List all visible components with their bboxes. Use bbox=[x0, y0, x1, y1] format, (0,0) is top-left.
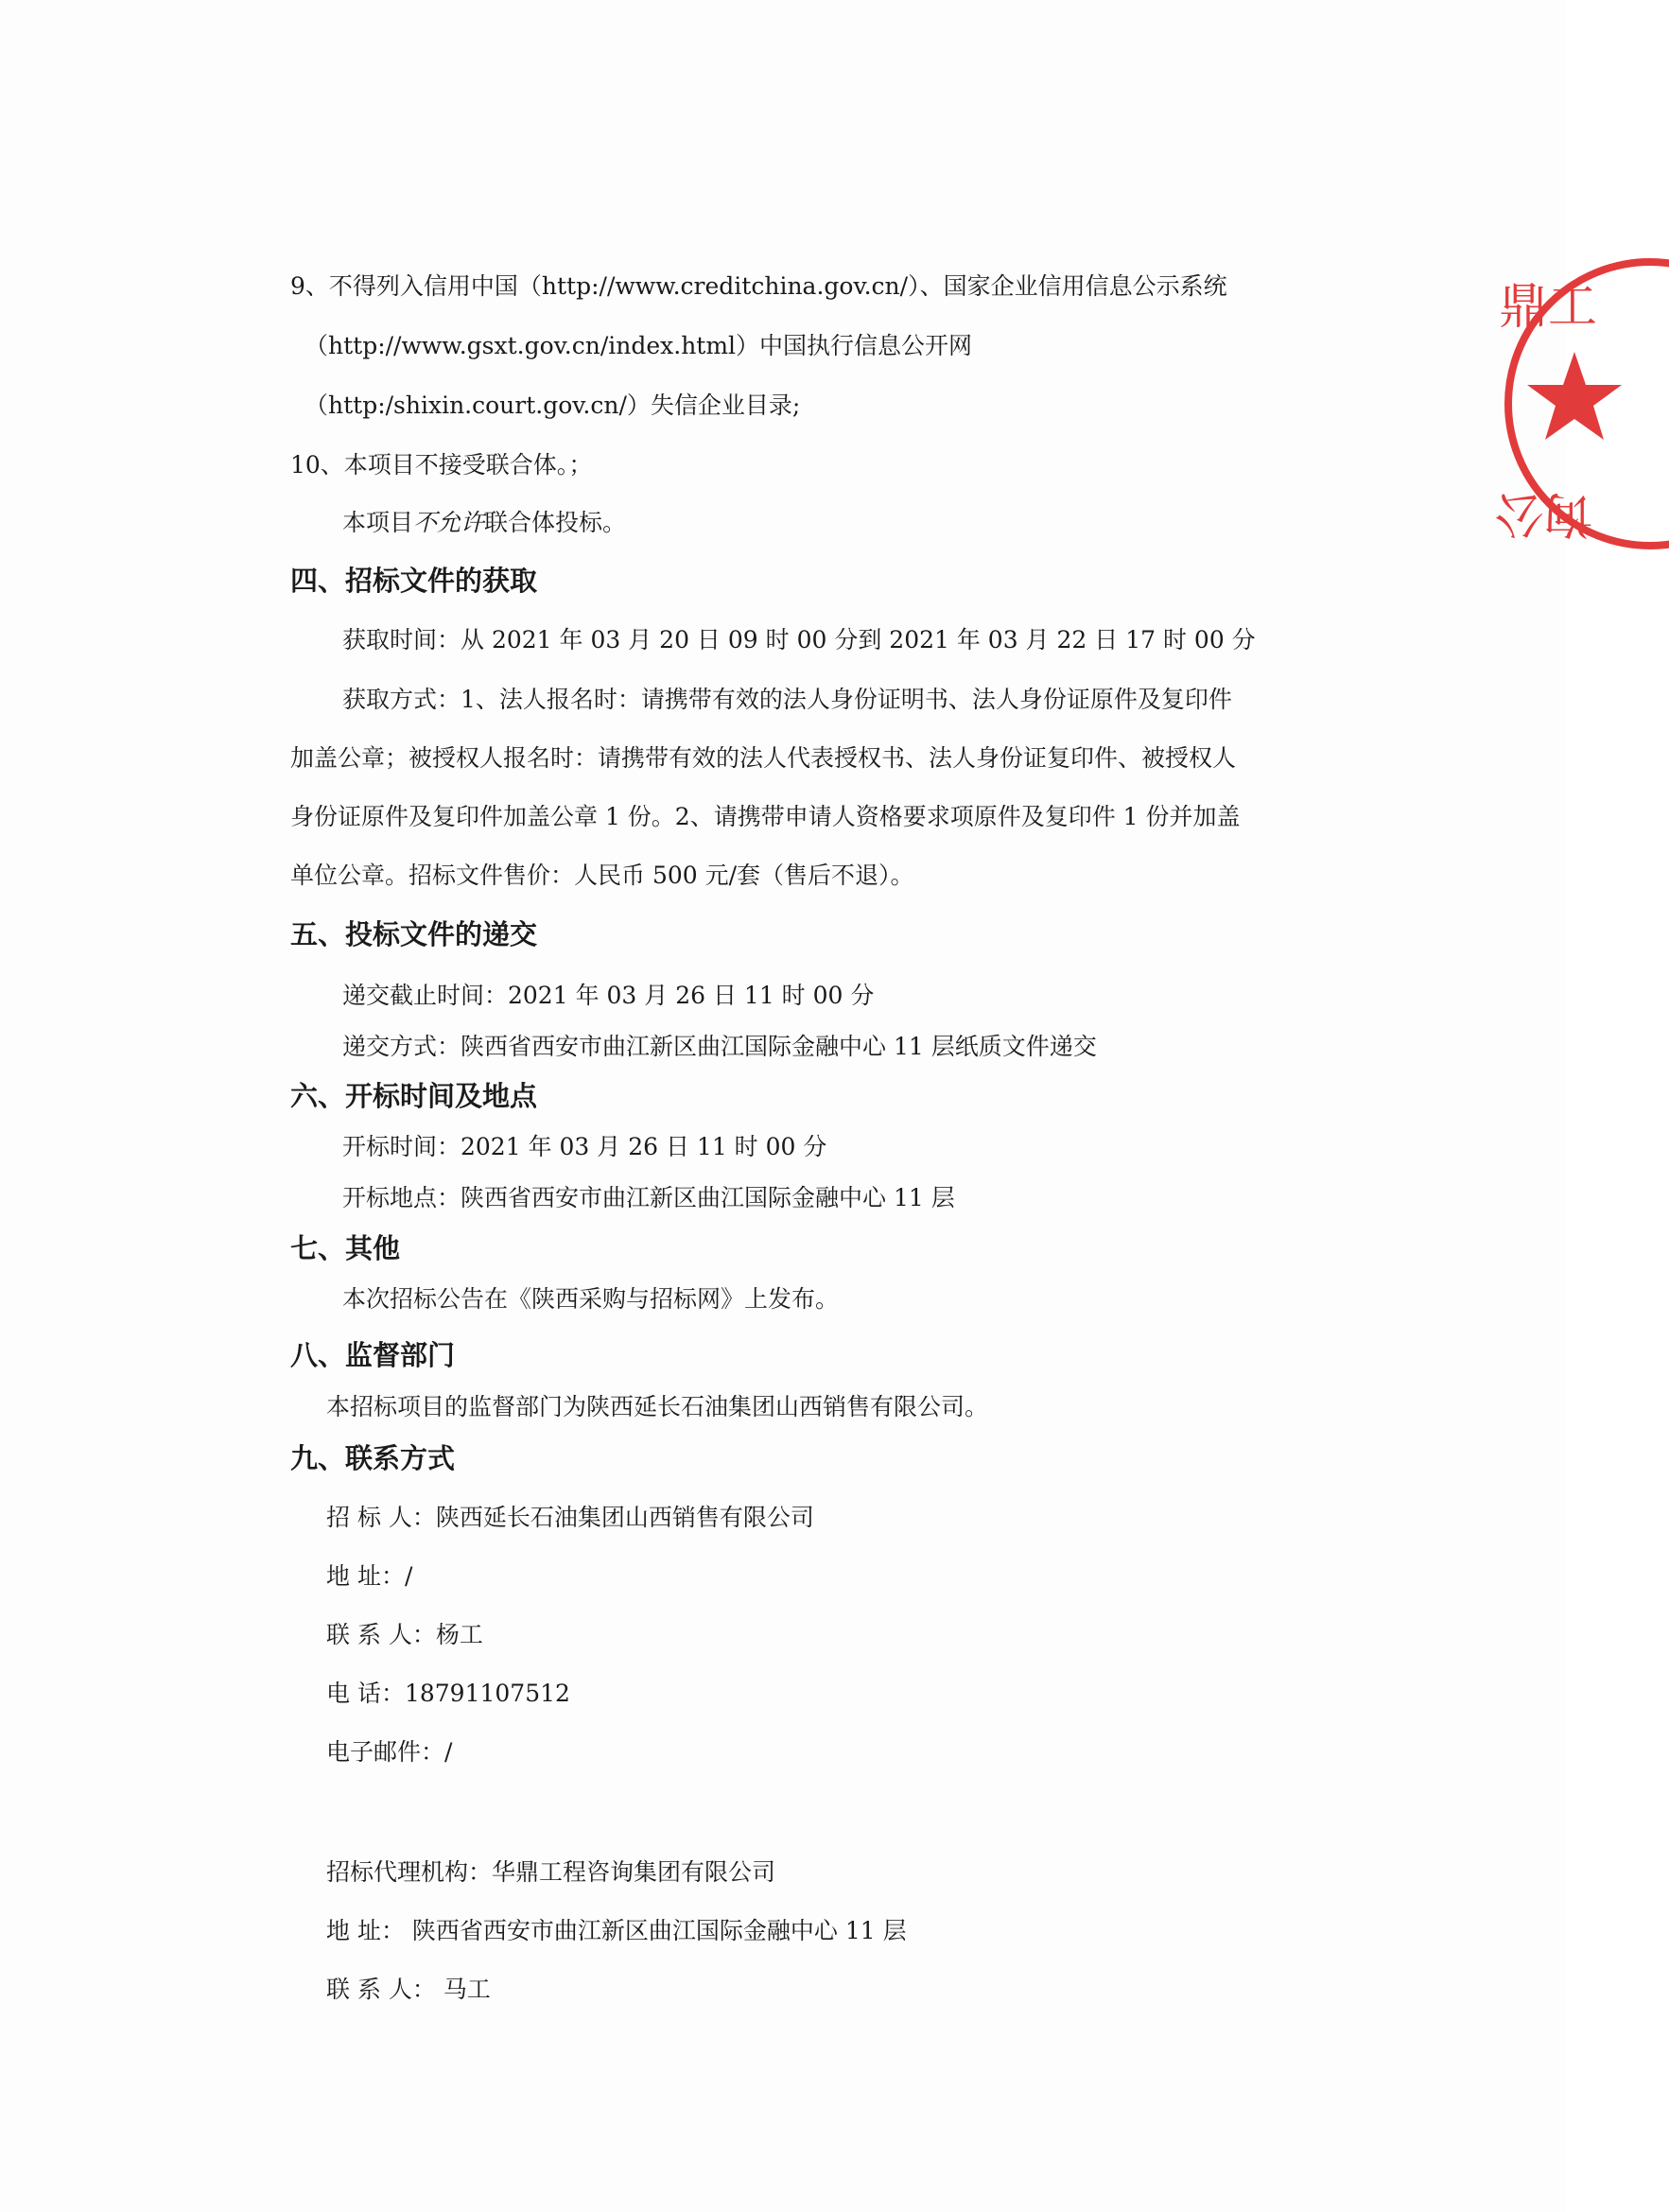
section-8-text: 本招标项目的监督部门为陕西延长石油集团山西销售有限公司。 bbox=[326, 1393, 989, 1420]
seal-star bbox=[1527, 352, 1622, 440]
consortium-note-prefix: 本项目 bbox=[342, 509, 414, 536]
section-6-time: 开标时间：2021 年 03 月 26 日 11 时 00 分 bbox=[342, 1133, 827, 1160]
consortium-note bbox=[342, 507, 626, 539]
section-4-heading: 四、招标文件的获取 bbox=[290, 565, 538, 597]
consortium-note-suffix: 联合体投标。 bbox=[484, 509, 627, 536]
section-9-heading: 九、联系方式 bbox=[290, 1442, 456, 1474]
item-9-line-2: （http://www.gsxt.gov.cn/index.html）中国执行信息公开网 bbox=[304, 332, 973, 359]
section-4-method-line-2: 加盖公章；被授权人报名时：请携带有效的法人代表授权书、法人身份证复印件、被授权人 bbox=[290, 744, 1237, 772]
seal-text-top: 鼎工 bbox=[1499, 279, 1598, 336]
section-7-text: 本次招标公告在《陕西采购与招标网》上发布。 bbox=[342, 1285, 840, 1313]
section-4-method-line-1: 获取方式：1、法人报名时：请携带有效的法人身份证明书、法人身份证原件及复印件 bbox=[342, 686, 1232, 713]
consortium-note-emphasis: 不允许 bbox=[413, 509, 485, 536]
section-7-heading: 七、其他 bbox=[290, 1232, 401, 1264]
section-4-method-line-3: 身份证原件及复印件加盖公章 1 份。2、请携带申请人资格要求项原件及复印件 1 份并加盖 bbox=[290, 803, 1241, 830]
contact-tenderer: 招 标 人：陕西延长石油集团山西销售有限公司 bbox=[326, 1504, 814, 1531]
section-5-method: 递交方式：陕西省西安市曲江新区曲江国际金融中心 11 层纸质文件递交 bbox=[342, 1033, 1097, 1060]
contact-person: 联 系 人：杨工 bbox=[326, 1621, 483, 1648]
contact-email: 电子邮件：/ bbox=[326, 1738, 453, 1766]
section-6-place: 开标地点：陕西省西安市曲江新区曲江国际金融中心 11 层 bbox=[342, 1184, 955, 1211]
section-5-deadline: 递交截止时间：2021 年 03 月 26 日 11 时 00 分 bbox=[342, 982, 875, 1009]
agency-contact: 联 系 人： 马工 bbox=[326, 1976, 491, 2003]
contact-address: 地 址：/ bbox=[326, 1562, 413, 1590]
company-seal-image bbox=[1480, 248, 1669, 560]
section-5-heading: 五、投标文件的递交 bbox=[290, 918, 538, 950]
seal-text-bottom: 询公 bbox=[1494, 485, 1593, 542]
section-8-heading: 八、监督部门 bbox=[290, 1339, 456, 1371]
section-4-time: 获取时间：从 2021 年 03 月 20 日 09 时 00 分到 2021 年 03 月 22 日 17 时 00 分 bbox=[342, 626, 1256, 653]
section-4-method-line-4: 单位公章。招标文件售价：人民币 500 元/套（售后不退）。 bbox=[290, 862, 914, 889]
section-6-heading: 六、开标时间及地点 bbox=[290, 1080, 538, 1112]
item-10: 10、本项目不接受联合体。； bbox=[290, 451, 593, 479]
agency-name: 招标代理机构：华鼎工程咨询集团有限公司 bbox=[326, 1858, 776, 1886]
item-9-line-3: （http:/shixin.court.gov.cn/）失信企业目录; bbox=[304, 392, 801, 419]
agency-address: 地 址： 陕西省西安市曲江新区曲江国际金融中心 11 层 bbox=[326, 1917, 907, 1944]
item-9-line-1: 9、不得列入信用中国（http://www.creditchina.gov.cn/）、国家企业信用信息公示系统 bbox=[290, 272, 1227, 300]
contact-phone: 电 话：18791107512 bbox=[326, 1680, 570, 1707]
